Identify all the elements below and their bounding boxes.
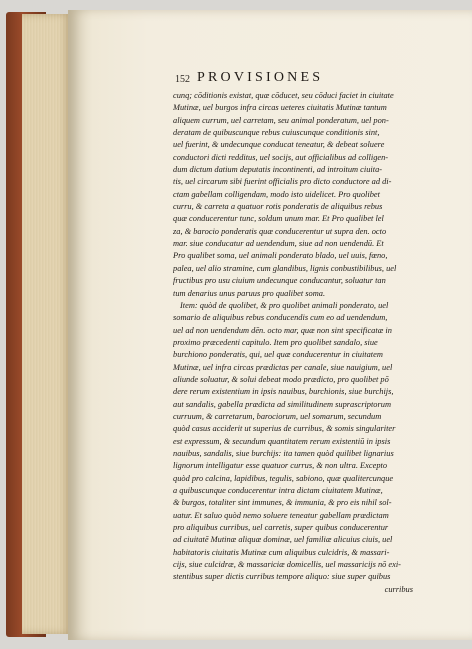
text-line: uatur. Et saluo quòd nemo soluere teneatur gabellam prædictam	[173, 510, 389, 520]
page-number: 152	[175, 74, 190, 85]
text-line: & burgos, totaliter sint immunes, & immunia, & pro eis nihil sol-	[173, 498, 392, 508]
catchword: curribus	[384, 584, 413, 594]
text-line: a quibuscunque conducerentur intra dictam ciuitatem Mutinæ,	[173, 486, 383, 495]
page-edges	[22, 14, 72, 634]
text-line: za, & barocio ponderatis quæ conducerentur ut supra den. octo	[173, 226, 387, 236]
text-line: quòd casus acciderit ut superius de curribus, & somis singulariter	[173, 424, 396, 434]
text-line: palea, uel alio stramine, cum glandibus, lignis conbustibilibus, uel	[173, 263, 397, 273]
page-header	[175, 70, 410, 88]
text-line: conductori dicti redditus, uel socijs, aut officialibus ad colligen-	[173, 152, 389, 162]
text-line: curru, & carreta a quatuor rotis ponderatis de aliquibus rebus	[173, 202, 383, 212]
text-line: cunq; cōditionis existat, quæ cōducet, seu cōduci faciet in ciuitate	[173, 91, 394, 100]
text-line: stentibus super dictis curribus tempore aliquo: siue super quibus	[173, 572, 391, 582]
text-line: aut sandalis, gabella prædicta ad similitudinem suprascriptorum	[173, 399, 391, 409]
text-line: deratam de quibuscunque rebus cuiuscunque conditionis sint,	[173, 128, 380, 138]
text-line: Pro qualibet soma, uel animali ponderato blado, uel uuis, fœno,	[173, 251, 388, 261]
text-line: quæ conducerentur tunc, soldum unum mar. Et Pro qualibet lel	[173, 214, 384, 224]
text-line: quòd pro calcina, lapidibus, tegulis, sabiono, quæ qualitercunque	[173, 473, 394, 483]
text-line: Item: quòd de quolibet, & pro quolibet animali ponderato, uel	[180, 300, 389, 310]
text-line: dere rerum existentium in ipsis nauibus, burchionis, siue burchijs,	[173, 387, 394, 397]
text-line: mar. siue conducatur ad uendendum, siue ad non uendendū. Et	[173, 239, 384, 249]
text-line: tis, uel circarum sibi fuerint officialis pro dicto conductore ad di-	[173, 177, 392, 187]
running-head: PROVISIONES	[197, 70, 324, 85]
text-line: est expressum, & secundum quantitatem rerum existentiū in ipsis	[173, 436, 391, 446]
text-line: nauibus, sandalis, siue burchijs: ita tamen quòd quilibet lignarius	[173, 448, 394, 458]
text-line: cijs, siue culcidræ, & massariciæ domicellis, uel massaricijs nō exi-	[173, 560, 401, 570]
text-line: uel fuerint, & undecunque conducat teneatur, & debeat soluere	[173, 140, 385, 150]
text-line: curruum, & carretarum, barociorum, uel somarum, secundum	[173, 411, 382, 421]
text-line: Mutinæ, uel infra circas prædictas per canale, siue nauigium, uel	[173, 362, 393, 372]
text-line: aliquem currum, uel carretam, seu animal ponderatum, uel pon-	[173, 115, 389, 125]
text-line: pro aliquibus curribus, uel carretis, super quibus conducerentur	[173, 523, 389, 533]
text-line: burchiono ponderatis, qui, uel quæ conducerentur in ciuitatem	[173, 350, 383, 360]
text-line: lignorum intelligatur esse quatuor currus, & non ultra. Excepto	[173, 461, 388, 471]
text-line: uel ad non uendendum dēn. octo mar, quæ non sint specificatæ in	[173, 325, 392, 335]
text-line: aliunde soluatur, & solui debeat modo prædicto, pro quolibet pō	[173, 374, 389, 384]
text-line: habitatoris ciuitatis Mutinæ cum aliquibus culcidris, & massari-	[173, 547, 390, 557]
text-line: Mutinæ, uel burgos infra circas ueteres ciuitatis Mutinæ tantum	[173, 103, 387, 113]
text-line: somario de aliquibus rebus conducendis cum eo ad uendendum,	[173, 313, 388, 323]
text-line: dum dictum datium deputatis incontinenti, ad introitum ciuita-	[173, 165, 383, 175]
text-line: ad ciuitatē Mutinæ aliquæ dominæ, uel familiæ alicuius ciuis, uel	[173, 535, 393, 545]
text-line: ctam gabellam colligendam, modo isto uidelicet. Pro quolibet	[173, 189, 380, 199]
body-text	[173, 90, 413, 596]
text-line: tum denarius unus paruus pro qualibet soma.	[173, 288, 326, 298]
text-line: fructibus pro usu ciuium undecunque conducantur, soluatur tan	[173, 276, 386, 286]
text-line: proximo præcedenti capitulo. Item pro quolibet sandalo, siue	[173, 337, 378, 347]
